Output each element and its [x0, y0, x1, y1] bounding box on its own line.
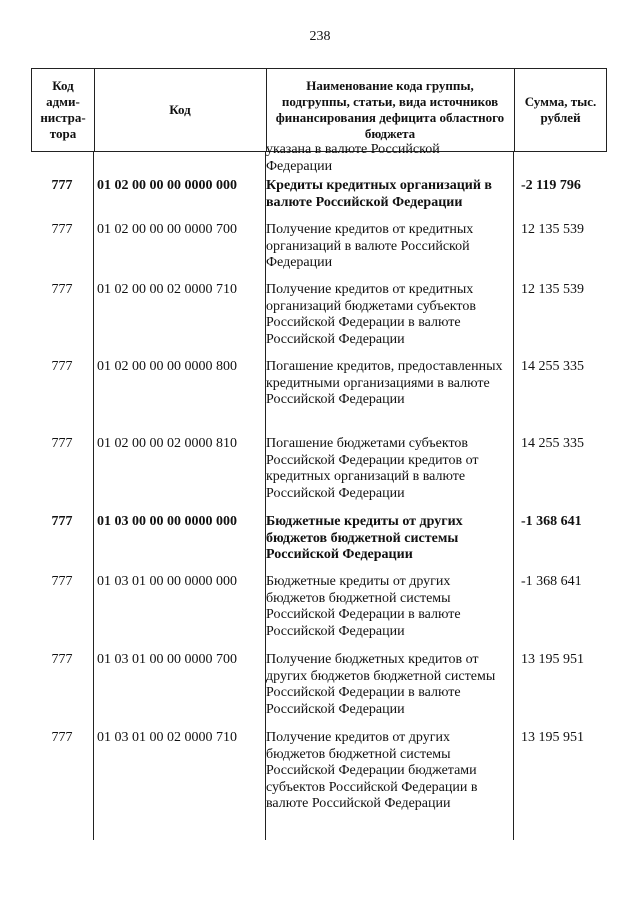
row-name: Получение кредитов от кредитных организаций в валюте Российской Федерации — [266, 222, 474, 270]
row-sum: 13 195 951 — [521, 730, 584, 745]
continued-text: указана в валюте Российской Федерации — [266, 142, 440, 174]
row-sum: -2 119 796 — [521, 178, 581, 193]
row-code: 01 03 00 00 00 0000 000 — [97, 514, 237, 529]
header-name: Наименование кода группы, подгруппы, статьи, вида источников финансирования дефицита областного бюджета — [275, 78, 505, 141]
row-sum: -1 368 641 — [521, 574, 582, 589]
row-sum: -1 368 641 — [521, 514, 582, 529]
header-admin-code: Код адми-нистра-тора — [40, 78, 86, 141]
row-code: 01 03 01 00 00 0000 000 — [97, 574, 237, 589]
row-name: Бюджетные кредиты от других бюджетов бюджетной системы Российской Федерации в валюте Российской Федерации — [266, 574, 461, 639]
header-code: Код — [169, 102, 191, 117]
row-name: Погашение кредитов, предоставленных кредитными организациями в валюте Российской Федерации — [266, 359, 503, 407]
row-code: 01 02 00 00 00 0000 800 — [97, 359, 237, 374]
row-sum: 14 255 335 — [521, 359, 584, 374]
header-sum: Сумма, тыс. рублей — [524, 94, 597, 125]
row-name: Получение кредитов от других бюджетов бюджетной системы Российской Федерации бюджетами субъектов Российской Федерации в валюте Российской Федерации — [266, 730, 478, 811]
row-admin-code: 777 — [51, 574, 73, 589]
row-admin-code: 777 — [51, 730, 73, 745]
row-admin-code: 777 — [51, 178, 73, 193]
row-admin-code: 777 — [51, 222, 73, 237]
row-code: 01 02 00 00 02 0000 710 — [97, 282, 237, 297]
page-number: 238 — [309, 29, 331, 44]
row-code: 01 02 00 00 00 0000 700 — [97, 222, 237, 237]
row-name: Получение бюджетных кредитов от других бюджетов бюджетной системы Российской Федерации в валюте Российской Федерации — [266, 652, 496, 717]
row-admin-code: 777 — [51, 514, 73, 529]
row-admin-code: 777 — [51, 652, 73, 667]
row-sum: 12 135 539 — [521, 222, 584, 237]
row-sum: 13 195 951 — [521, 652, 584, 667]
row-sum: 12 135 539 — [521, 282, 584, 297]
row-code: 01 02 00 00 00 0000 000 — [97, 178, 237, 193]
row-name: Получение кредитов от кредитных организаций бюджетами субъектов Российской Федерации в валюте Российской Федерации — [266, 282, 476, 347]
row-code: 01 03 01 00 00 0000 700 — [97, 652, 237, 667]
row-code: 01 02 00 00 02 0000 810 — [97, 436, 237, 451]
row-admin-code: 777 — [51, 436, 73, 451]
row-name: Бюджетные кредиты от других бюджетов бюджетной системы Российской Федерации — [266, 514, 463, 562]
table-header — [31, 68, 607, 152]
row-code: 01 03 01 00 02 0000 710 — [97, 730, 237, 745]
row-name: Кредиты кредитных организаций в валюте Российской Федерации — [266, 178, 492, 210]
row-admin-code: 777 — [51, 282, 73, 297]
row-admin-code: 777 — [51, 359, 73, 374]
row-name: Погашение бюджетами субъектов Российской Федерации кредитов от кредитных организаций в валюте Российской Федерации — [266, 436, 479, 501]
row-sum: 14 255 335 — [521, 436, 584, 451]
table-body — [31, 142, 607, 840]
